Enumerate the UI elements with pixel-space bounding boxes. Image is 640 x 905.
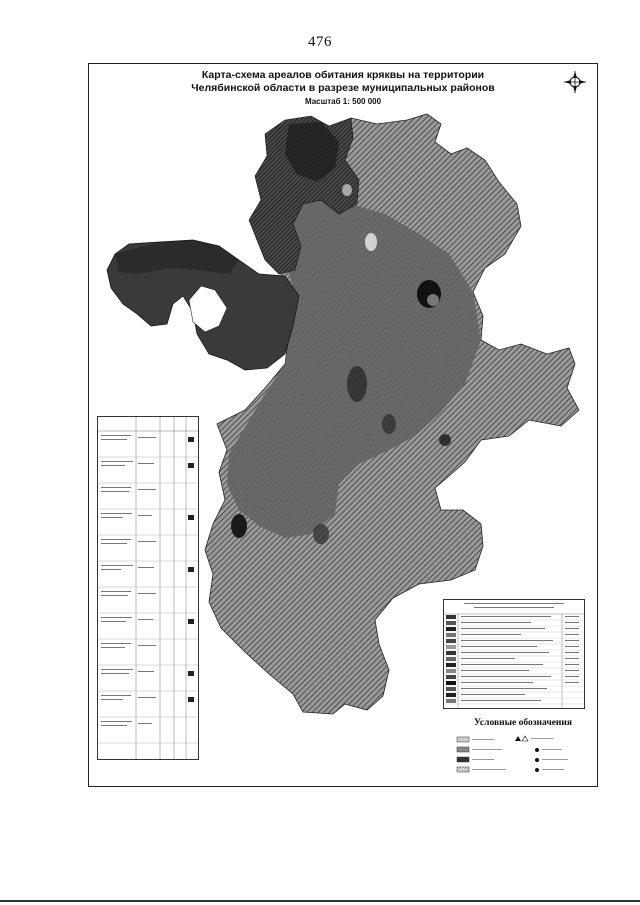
district-table-grid bbox=[98, 417, 198, 759]
page-bottom-rule bbox=[0, 900, 640, 902]
legend bbox=[455, 718, 591, 780]
legend-title: Условные обозначения bbox=[473, 718, 573, 728]
district-table bbox=[97, 416, 199, 760]
map-scale: Масштаб 1: 500 000 bbox=[304, 97, 382, 106]
compass-rose-icon bbox=[563, 70, 587, 94]
map-title bbox=[89, 69, 597, 95]
page-number: 476 bbox=[308, 34, 332, 50]
legend-symbols bbox=[455, 733, 591, 779]
inset-table-grid bbox=[444, 600, 584, 708]
map-title-line-2: Челябинской области в разрезе муниципальных районов bbox=[191, 82, 495, 94]
map-title-line-1: Карта-схема ареалов обитания кряквы на территории bbox=[201, 69, 485, 81]
species-inset-table bbox=[443, 599, 585, 709]
map-frame bbox=[88, 63, 598, 787]
